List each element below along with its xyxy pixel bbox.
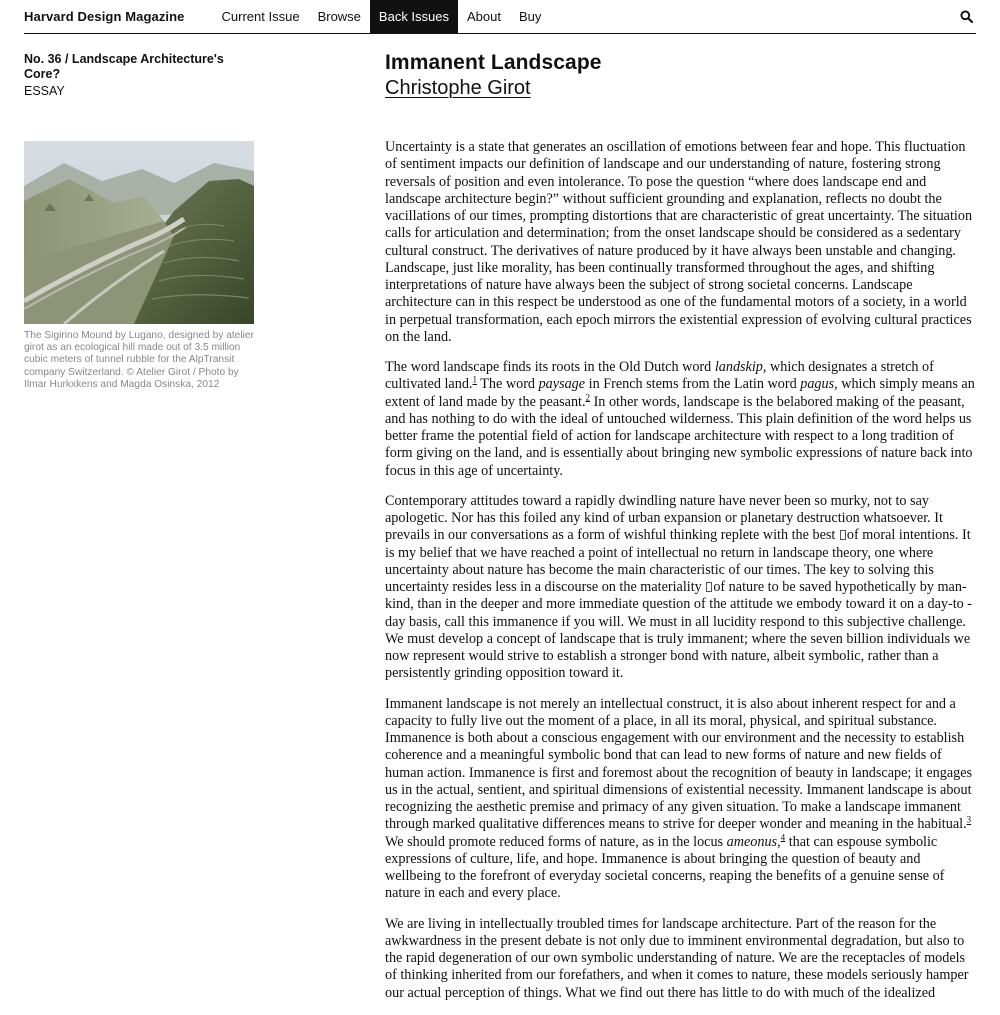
nav-item-buy[interactable]: Buy bbox=[519, 9, 542, 24]
photo-caption: The Sigirino Mound by Lugano, designed by atelier girot as an ecological hill made out of 3.5 million cubic meters of tunnel rubble for the AlpTransit company Switzerland. © Atelier Girot / Photo by Ilmar Hurkxkens and Magda Osinska, 2012 bbox=[24, 330, 254, 390]
footnote-link-3[interactable]: 3 bbox=[966, 814, 972, 825]
article-header bbox=[385, 50, 975, 101]
landscape-photo[interactable] bbox=[24, 141, 254, 324]
article-title: Immanent Landscape bbox=[385, 51, 602, 74]
search-button[interactable] bbox=[956, 7, 976, 27]
paragraph-2: The word landscape finds its roots in the Old Dutch word landskip, which designates a stretch of cultivated land.$^1$ The word paysage in French stems from the Latin word pagus, which simply means an extent of land made by the peasant.$^2$ In other words, landscape is the belabored making of the peasant, and has nothing to do with the ideal of untouched wilderness. This plain definition of the word helps us better frame the potential field of action for landscape architecture with respect to a long tradition of form giving on the land, and is essentially about bringing new symbolic expressions of nature back into focus in this age of uncertainty. bbox=[385, 359, 975, 479]
article-figure bbox=[24, 141, 254, 391]
author-link[interactable]: Christophe Girot bbox=[385, 77, 531, 99]
search-icon bbox=[960, 10, 973, 23]
paragraph-3: Contemporary attitudes toward a rapidly dwindling nature have never been so murky, not to say apologetic. Nor has this foiled any kind of urban expansion or planetary destruction whatsoever. It prevails in our conversations as a form of wishful thinking replete with the best of moral intentions. It is my belief that we have reached a point of intellectual no return in landscape theory, one where uncertainty about nature has become the main characteristic of our times. The key to solving this uncertainty resides less in a discourse on the materiality of nature to be saved hypothetically by man-kind, than in the deeper and more immediate question of the attitude we embody toward it on a day-to - day basis, call this immanence if you will. We must in all lucidity respond to this subjective challenge. We must develop a concept of landscape that is truly immanent; where the seven billion individuals we now represent would strive to establish a stronger bond with nature, albeit symbolic, rather than a persistently grinding opposition toward it. bbox=[385, 492, 973, 682]
site-brand[interactable]: Harvard Design Magazine bbox=[24, 9, 185, 24]
footnote-link-4[interactable]: 4 bbox=[780, 831, 786, 842]
footnote-link-1[interactable]: 1 bbox=[472, 374, 477, 385]
missing-glyph-box bbox=[706, 582, 712, 592]
nav-item-browse[interactable]: Browse bbox=[317, 9, 361, 24]
main-nav bbox=[213, 0, 551, 33]
paragraph-4: Immanent landscape is not merely an intellectual construct, it is also about inherent respect for and a capacity to fully live out the moment of a place, in all its moral, physical, and spiritual substance. Immanence is both about a conscious engagement with our environment and the necessity to establish coherence and a meaningful symbolic bond that can lead to new forms of nature and new fields of human action. Immanence is first and foremost about the recognition of beauty in landscape; it engages us in the actual, sentient, and spiritual dimensions of existential necessity. Immanent landscape is about recognizing the aesthetic premise and primacy of any given situation. To make a landscape immanent through marked qualitative differences means to strive for deeper wonder and meaning in the habitual.$^3$ We should promote reduced forms of nature, as in the locus ameonus,$^4$ that can espouse symbolic expressions of culture, life, and hope. Immanence is about bringing the question of beauty and wellbeing to the forefront of everyday societal concerns, reaping the benefits of a genuine sense of nature in each and every place. bbox=[385, 695, 973, 902]
missing-glyph-box bbox=[840, 530, 846, 540]
nav-item-current-issue[interactable]: Current Issue bbox=[221, 9, 300, 24]
issue-info bbox=[24, 52, 244, 99]
article-body bbox=[385, 139, 976, 1015]
footnote-link-2[interactable]: 2 bbox=[585, 391, 591, 402]
nav-item-about[interactable]: About bbox=[467, 9, 501, 24]
top-navigation-bar bbox=[24, 0, 976, 34]
article-type-label: ESSAY bbox=[24, 84, 65, 98]
paragraph-5: We are living in intellectually troubled times for landscape architecture. Part of the reason for the awkwardness in the present debate is not only due to imminent environmental degradation, but also to the rapid degeneration of our own symbolic understanding of nature. We are the receptacles of models of thinking inherited from our forefathers, and when it comes to nature, these models seriously hamper our actual perception of things. What we find out there has little to do with much of the idealized bbox=[385, 915, 969, 1001]
paragraph-1: Uncertainty is a state that generates an oscillation of emotions between fear and hope. This fluctuation of sentiment impacts our definition of landscape and our understanding of nature, fostering strong reversals of position and even intolerance. To pose the question “where does landscape end and landscape architecture begin?” without sufficient grounding and explanation, reflects no doubt the vacillations of our times, prompting distortions that are characteristic of great uncertainty. The situation calls for articulation and determination; from the onset landscape should be considered as a sedentary cultural construct. The derivatives of nature produced by it have always been unstable and changing. Landscape, just like morality, has been continually transformed throughout the ages, and shifting interpretations of nature have always been the subject of strong societal concerns. Landscape architecture can in this respect be understood as one of the fundamental motors of a society, in a world in perpetual transformation, each epoch mirrors the existential expression of evolving cultural practices on the land. bbox=[385, 139, 973, 345]
issue-title[interactable]: No. 36 / Landscape Architecture's Core? bbox=[24, 52, 224, 81]
nav-item-back-issues[interactable]: Back Issues bbox=[370, 0, 458, 33]
